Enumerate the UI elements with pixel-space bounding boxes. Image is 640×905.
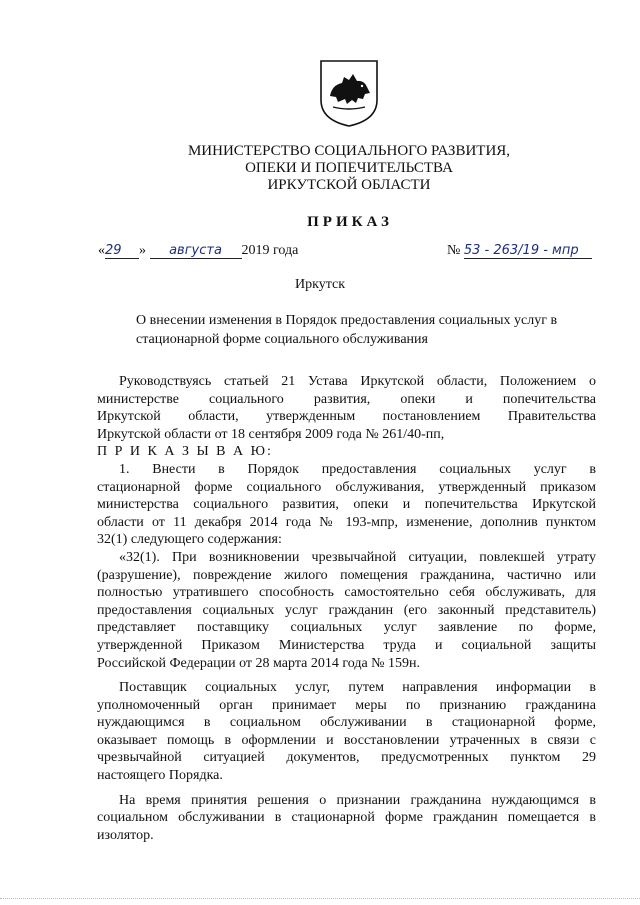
subject-line: стационарной форме социального обслуживания xyxy=(136,332,428,347)
body-line: (разрушение), повреждение жилого помещения гражданина, частично или xyxy=(97,567,596,583)
ministry-line: ОПЕКИ И ПОПЕЧИТЕЛЬСТВА xyxy=(245,160,453,176)
number-prefix: № xyxy=(447,243,461,258)
order-subject xyxy=(136,311,596,349)
body-line: Иркутской области, утвержденным постановлением Правительства xyxy=(97,409,596,425)
ministry-line: МИНИСТЕРСТВО СОЦИАЛЬНОГО РАЗВИТИЯ, xyxy=(187,143,511,159)
subject-line: О внесении изменения в Порядок предоставления социальных услуг в xyxy=(136,313,558,328)
number-handwritten: 53 - 263/19 - мпр xyxy=(464,243,592,259)
body-line: предоставления социальных услуг гражданин (его законный представитель) xyxy=(97,602,596,618)
body-line: настоящего Порядка. xyxy=(97,768,223,784)
body-line: полностью утратившего способность самостоятельно себя обслуживать, для xyxy=(97,585,596,601)
city: Иркутск xyxy=(294,277,346,292)
date-year: 2019 года xyxy=(241,243,299,258)
body-line: нуждающимся в социальном обслуживании в стационарной форме, xyxy=(97,715,596,731)
body-line: Поставщик социальных услуг, путем направления информации в xyxy=(119,680,596,696)
date-open-quote: « xyxy=(98,243,105,258)
body-line: области от 11 декабря 2014 года № 193-мпр, изменение, дополнив пунктом xyxy=(97,514,596,530)
order-title: ПРИКАЗ xyxy=(307,214,393,230)
order-word: П Р И К А З Ы В А Ю: xyxy=(97,444,273,460)
body-line: Иркутской области от 18 сентября 2009 года № 261/40-пп, xyxy=(97,426,445,442)
body-line: министерстве социального развития, опеки и попечительства xyxy=(97,391,596,407)
page-bottom-divider xyxy=(0,898,640,899)
ministry-name xyxy=(150,143,548,194)
coat-of-arms-icon xyxy=(318,58,380,128)
body-line: министерства социального развития, опеки и попечительства Иркутской xyxy=(97,497,596,513)
body-line: оказывает помощь в оформлении и восстановлении утраченных в связи с xyxy=(97,732,596,748)
body-line: 1. Внести в Порядок предоставления социальных услуг в xyxy=(119,461,596,477)
order-date xyxy=(98,243,298,259)
body-line: Российской Федерации от 28 марта 2014 года № 159н. xyxy=(97,655,421,671)
body-line: «32(1). При возникновении чрезвычайной ситуации, повлекшей утрату xyxy=(119,549,596,565)
body-line: утвержденной Приказом Министерства труда и социальной защиты xyxy=(97,637,596,653)
body-line: На время принятия решения о признании гражданина нуждающимся в xyxy=(119,792,596,808)
body-line: представляет поставщику социальных услуг заявление по форме, xyxy=(97,620,596,636)
date-close-quote: » xyxy=(139,243,146,258)
body-line: стационарной форме социального обслуживания, утвержденный приказом xyxy=(97,479,596,495)
body-line: социальном обслуживании в стационарной форме гражданин помещается в xyxy=(97,810,596,826)
date-month-handwritten: августа xyxy=(150,243,242,259)
body-line: чрезвычайной ситуацией документов, предусмотренных пунктом 29 xyxy=(97,750,596,766)
date-day-handwritten: 29 xyxy=(105,243,139,259)
body-line: 32(1) следующего содержания: xyxy=(97,532,282,548)
order-body xyxy=(97,373,596,844)
body-line: изолятор. xyxy=(97,827,154,843)
body-line: Руководствуясь статьей 21 Устава Иркутской области, Положением о xyxy=(119,374,596,389)
order-number xyxy=(447,243,592,259)
ministry-line: ИРКУТСКОЙ ОБЛАСТИ xyxy=(267,177,431,193)
body-line: уполномоченный орган принимает меры по признанию гражданина xyxy=(97,697,596,713)
